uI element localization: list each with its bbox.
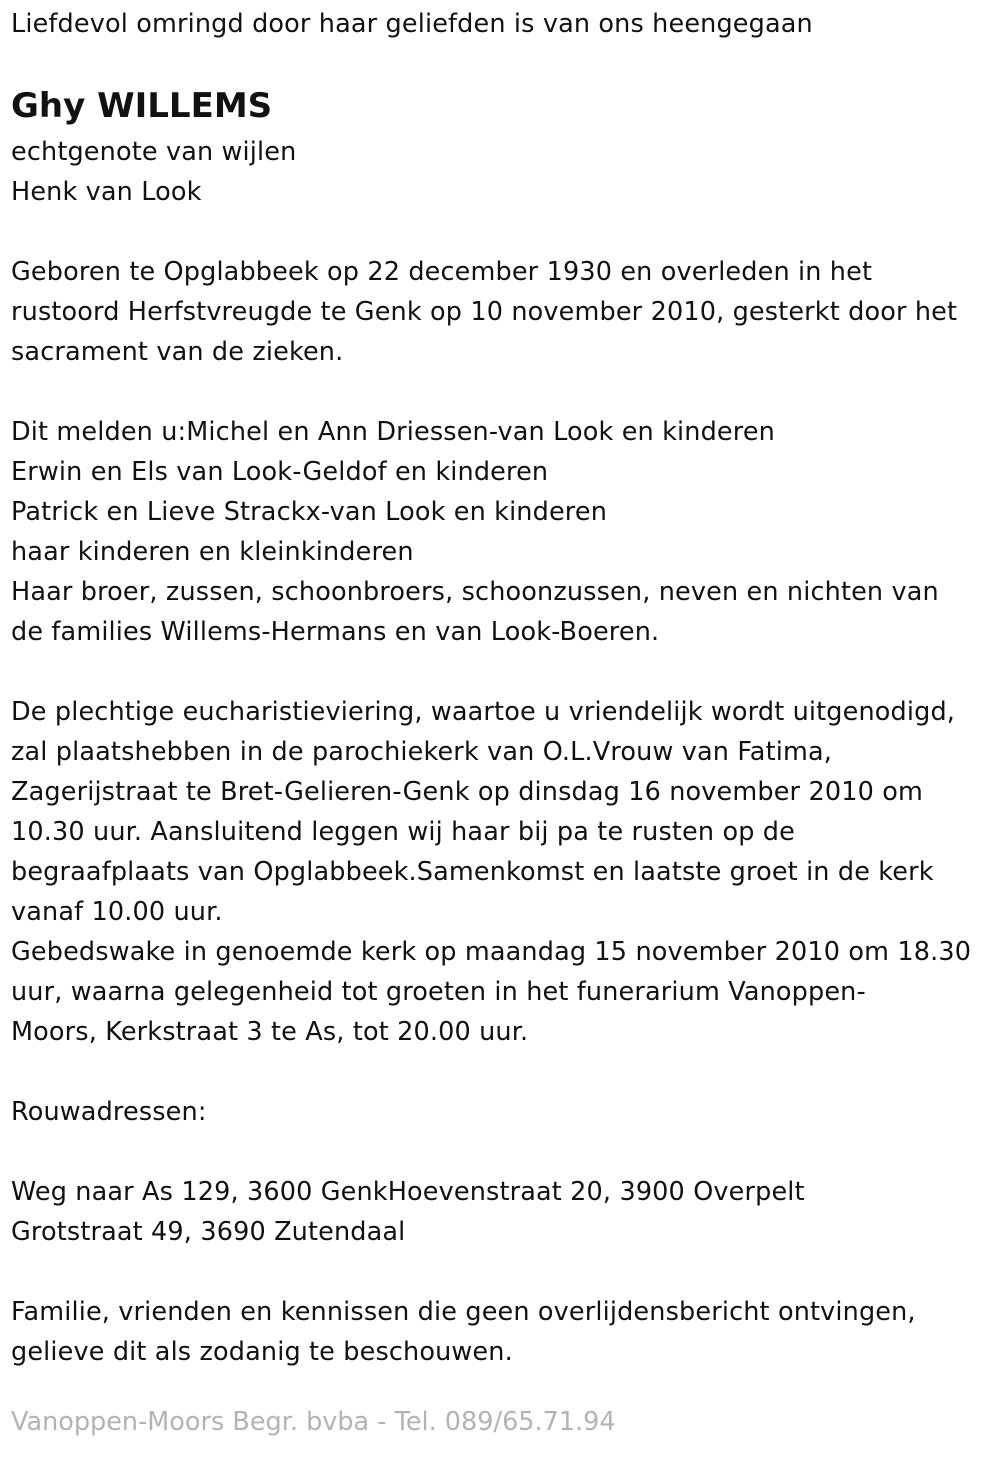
closing-line: gelieve dit als zodanig te beschouwen. bbox=[11, 1337, 513, 1367]
funeral-home-footer: Vanoppen-Moors Begr. bvba - Tel. 089/65.71.94 bbox=[11, 1407, 616, 1437]
addresses-heading: Rouwadressen: bbox=[11, 1097, 207, 1127]
ceremony-line: Gebedswake in genoemde kerk op maandag 15 november 2010 om 18.30 bbox=[11, 937, 972, 967]
paragraph-line: Geboren te Opglabbeek op 22 december 1930 en overleden in het bbox=[11, 257, 873, 287]
birth-death-paragraph bbox=[11, 252, 996, 372]
deceased-name: Ghy WILLEMS bbox=[11, 86, 273, 126]
family-line: Dit melden u:Michel en Ann Driessen-van Look en kinderen bbox=[11, 417, 775, 447]
paragraph-line: sacrament van de zieken. bbox=[11, 337, 344, 367]
spacer bbox=[11, 1052, 996, 1092]
family-line: Patrick en Lieve Strackx-van Look en kinderen bbox=[11, 497, 608, 527]
relation-line-2: Henk van Look bbox=[11, 177, 202, 207]
obituary-notice bbox=[11, 4, 996, 1442]
spacer bbox=[11, 212, 996, 252]
paragraph-line: rustoord Herfstvreugde te Genk op 10 november 2010, gesterkt door het bbox=[11, 297, 958, 327]
family-paragraph bbox=[11, 412, 996, 652]
ceremony-line: De plechtige eucharistieviering, waartoe u vriendelijk wordt uitgenodigd, bbox=[11, 697, 956, 727]
relation-line-1: echtgenote van wijlen bbox=[11, 137, 297, 167]
ceremony-line: 10.30 uur. Aansluitend leggen wij haar bij pa te rusten op de bbox=[11, 817, 795, 847]
ceremony-paragraph bbox=[11, 692, 996, 1052]
spacer bbox=[11, 1252, 996, 1292]
ceremony-line: Zagerijstraat te Bret-Gelieren-Genk op dinsdag 16 november 2010 om bbox=[11, 777, 923, 807]
family-line: de families Willems-Hermans en van Look-Boeren. bbox=[11, 617, 660, 647]
ceremony-line: vanaf 10.00 uur. bbox=[11, 897, 223, 927]
addresses-block bbox=[11, 1172, 996, 1252]
address-line: Weg naar As 129, 3600 GenkHoevenstraat 20, 3900 Overpelt bbox=[11, 1177, 805, 1207]
spacer bbox=[11, 1132, 996, 1172]
spacer bbox=[11, 652, 996, 692]
ceremony-line: begraafplaats van Opglabbeek.Samenkomst en laatste groet in de kerk bbox=[11, 857, 934, 887]
ceremony-line: Moors, Kerkstraat 3 te As, tot 20.00 uur. bbox=[11, 1017, 529, 1047]
spacer bbox=[11, 372, 996, 412]
intro-text: Liefdevol omringd door haar geliefden is van ons heengegaan bbox=[11, 9, 813, 39]
family-line: Haar broer, zussen, schoonbroers, schoonzussen, neven en nichten van bbox=[11, 577, 939, 607]
closing-line: Familie, vrienden en kennissen die geen overlijdensbericht ontvingen, bbox=[11, 1297, 916, 1327]
ceremony-line: uur, waarna gelegenheid tot groeten in het funerarium Vanoppen- bbox=[11, 977, 866, 1007]
family-line: haar kinderen en kleinkinderen bbox=[11, 537, 414, 567]
family-line: Erwin en Els van Look-Geldof en kinderen bbox=[11, 457, 549, 487]
address-line: Grotstraat 49, 3690 Zutendaal bbox=[11, 1217, 406, 1247]
closing-paragraph bbox=[11, 1292, 996, 1372]
ceremony-line: zal plaatshebben in de parochiekerk van O.L.Vrouw van Fatima, bbox=[11, 737, 832, 767]
